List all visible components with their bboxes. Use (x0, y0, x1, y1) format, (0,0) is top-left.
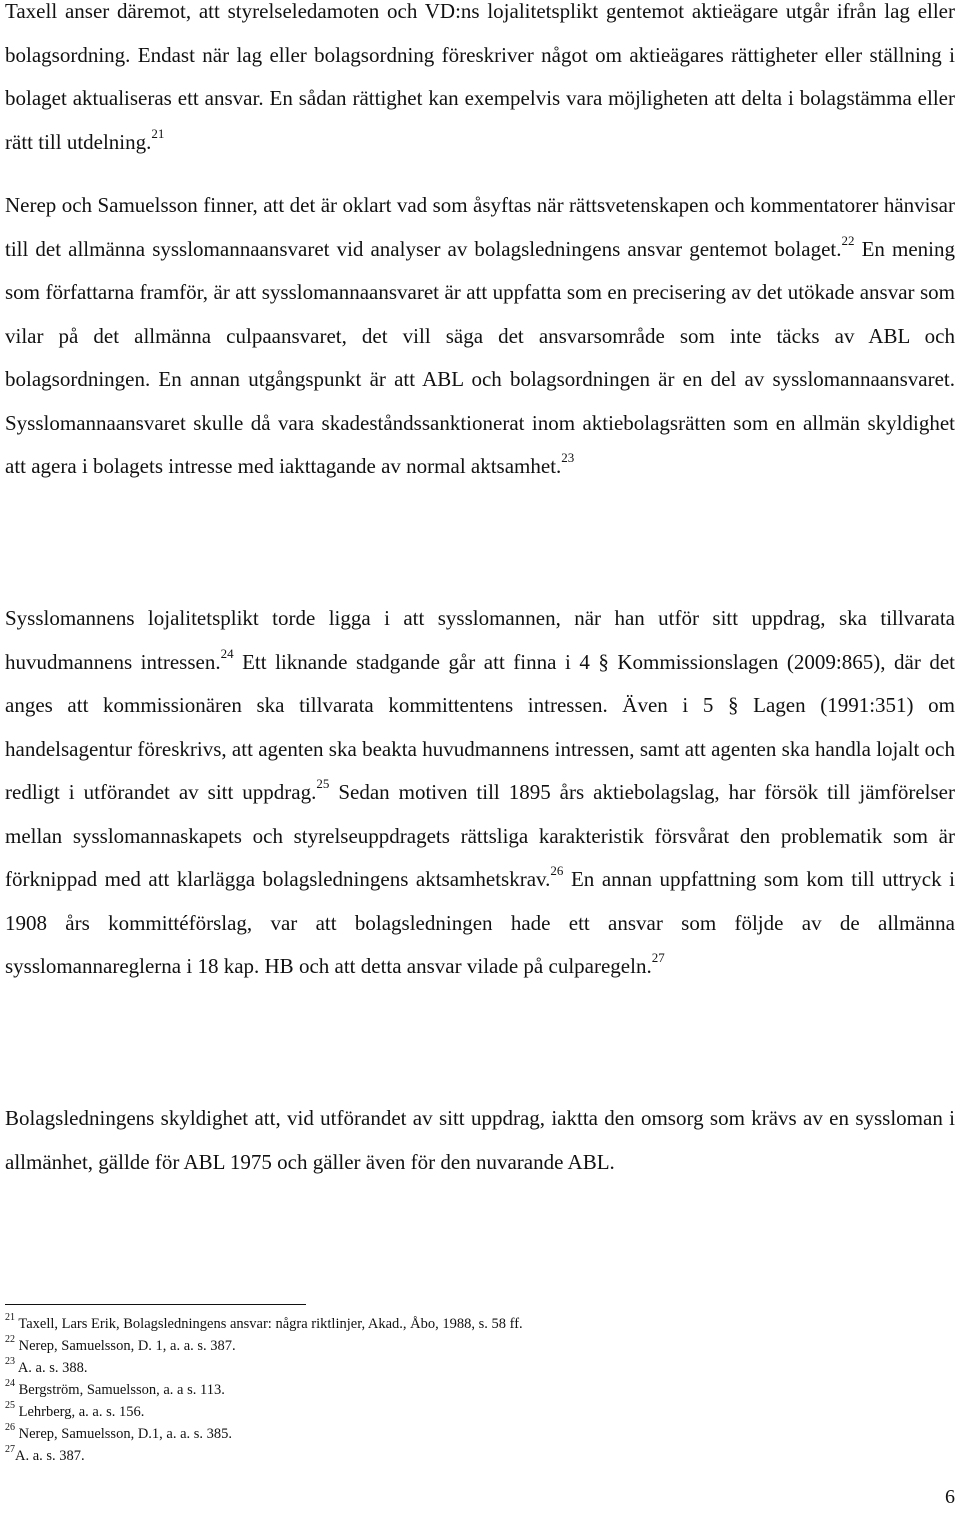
footnote-text: A. a. s. 388. (15, 1360, 88, 1376)
page-number: 6 (945, 1486, 955, 1508)
paragraph-3-text-c: Sedan motiven till 1895 års aktiebolagslag, har försök till jämförelser mellan sysslomannaskapets och styrelseuppdragets rättsliga karakteristik försvårat den problematik som är förknippad med att klarlägga bolagsledningens aktsamhetskrav. (5, 780, 955, 891)
footnote-text: Lehrberg, a. a. s. 156. (15, 1404, 145, 1420)
footnote-separator (5, 1304, 306, 1305)
paragraph-3-text-b: Ett liknande stadgande går att finna i 4 § Kommissionslagen (2009:865), där det anges att kommissionären ska tillvarata kommittentens intressen. Även i 5 § Lagen (1991:351) om handelsagentur föreskrivs, att agenten ska beakta huvudmannens intressen, samt att agenten ska handla lojalt och redligt i utförandet av sitt uppdrag. (5, 649, 955, 804)
footnote-21 (5, 1313, 905, 1335)
footnote-number: 21 (5, 1312, 15, 1324)
paragraph-4-text: Bolagsledningens skyldighet att, vid utförandet av sitt uppdrag, iaktta den omsorg som krävs av en syssloman i allmänhet, gällde för ABL 1975 och gäller även för den nuvarande ABL. (5, 1106, 955, 1174)
footnote-text: Nerep, Samuelsson, D.1, a. a. s. 385. (15, 1426, 233, 1442)
footnote-ref-24: 24 (220, 645, 234, 661)
footnote-number: 24 (5, 1378, 15, 1390)
paragraph-3 (5, 597, 955, 989)
footnote-22 (5, 1335, 905, 1357)
footnote-ref-26: 26 (550, 863, 564, 878)
paragraph-3-text-d: En annan uppfattning som kom till uttryck i 1908 års kommittéförslag, var att bolagsledningen hade ett ansvar som följde av de allmänna sysslomannareglerna i 18 kap. HB och att detta ansvar vilade på culparegeln. (5, 867, 955, 978)
footnote-text: Bergström, Samuelsson, a. a s. 113. (15, 1382, 225, 1398)
footnote-26 (5, 1423, 905, 1445)
paragraph-2-text-a: Nerep och Samuelsson finner, att det är oklart vad som åsyftas när rättsvetenskapen och kommentatorer hänvisar till det allmänna sysslomannaansvaret vid analyser av bolagsledningens ansvar gentemot bolaget. (5, 193, 955, 261)
footnote-ref-27: 27 (651, 950, 665, 965)
footnote-number: 22 (5, 1334, 15, 1346)
paragraph-2 (5, 184, 955, 489)
paragraph-4 (5, 1097, 955, 1184)
footnote-25 (5, 1401, 905, 1423)
footnote-number: 26 (5, 1422, 15, 1434)
footnote-ref-23: 23 (561, 450, 575, 465)
footnote-ref-22: 22 (841, 232, 855, 248)
footnote-ref-21: 21 (151, 125, 165, 141)
footnote-number: 27 (5, 1444, 15, 1456)
footnote-ref-25: 25 (316, 776, 330, 791)
footnote-number: 23 (5, 1356, 15, 1368)
footnote-24 (5, 1379, 905, 1401)
footnote-27 (5, 1445, 905, 1467)
footnote-text: Taxell, Lars Erik, Bolagsledningens ansvar: några riktlinjer, Akad., Åbo, 1988, s. 58 ff. (15, 1316, 523, 1332)
footnote-number: 25 (5, 1400, 15, 1412)
footnote-23 (5, 1357, 905, 1379)
footnote-text: Nerep, Samuelsson, D. 1, a. a. s. 387. (15, 1338, 236, 1354)
paragraph-1 (5, 0, 955, 164)
footnotes (5, 1313, 905, 1467)
paragraph-2-text-b: En mening som författarna framför, är att sysslomannaansvaret är att uppfatta som en precisering av det utökade ansvar som vilar på det allmänna culpaansvaret, det vill säga det ansvarsområde som inte täcks av ABL och bolagsordningen. En annan utgångspunkt är att ABL och bolagsordningen är en del av sysslomannaansvaret. Sysslomannaansvaret skulle då vara skadeståndssanktionerat inom aktiebolagsrätten som en allmän skyldighet att agera i bolagets intresse med iakttagande av normal aktsamhet. (5, 236, 955, 478)
footnote-text: A. a. s. 387. (15, 1448, 85, 1464)
paragraph-3-text-a: Sysslomannens lojalitetsplikt torde ligga i att sysslomannen, när han utför sitt uppdrag, ska tillvarata huvudmannens intressen. (5, 606, 955, 674)
paragraph-1-text: Taxell anser däremot, att styrelseledamoten och VD:ns lojalitetsplikt gentemot aktieägare utgår ifrån lag eller bolagsordning. Endast när lag eller bolagsordning föreskriver något om aktieägares rättigheter eller ställning i bolaget aktualiseras ett ansvar. En sådan rättighet kan exempelvis vara möjligheten att delta i bolagstämma eller rätt till utdelning. (5, 0, 955, 154)
